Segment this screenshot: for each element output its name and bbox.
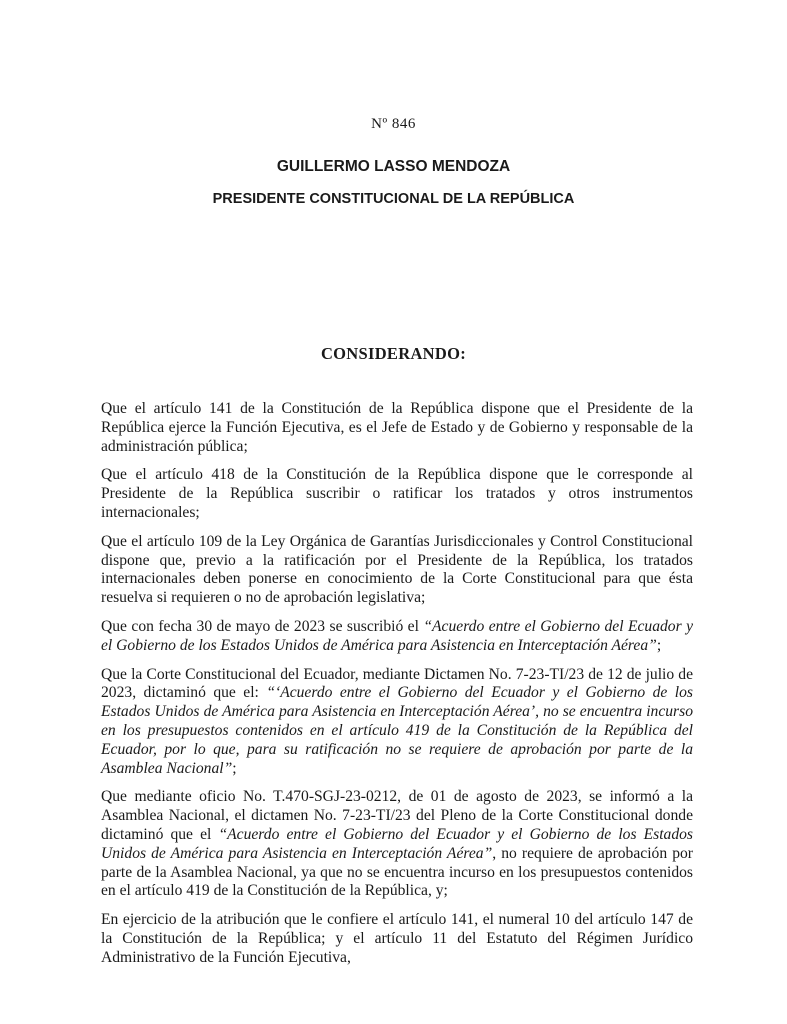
paragraph-5-quote: “‘Acuerdo entre el Gobierno del Ecuador y el Gobierno de los Estados Unidos de América para Asistencia en Interceptación Aérea’, no se encuentra incurso en los presupuestos contenidos en el artículo 419 de la Constitución de la República del Ecuador, por lo que, para su ratificación no se requiere de aprobación por parte de la Asamblea Nacional”: [101, 684, 693, 777]
decree-number: Nº 846: [371, 116, 416, 132]
paragraph-2: Que el artículo 418 de la Constitución de la República dispone que le corresponde al Presidente de la República suscribir o ratificar los tratados y otros instrumentos internacionales;: [101, 466, 693, 521]
paragraph-4-text: Que con fecha 30 de mayo de 2023 se suscribió el: [101, 617, 424, 635]
paragraph-3: Que el artículo 109 de la Ley Orgánica de Garantías Jurisdiccionales y Control Constitucional dispone que, previo a la ratificación por el Presidente de la República, los tratados internacionales deben ponerse en conocimiento de la Corte Constitucional para que ésta resuelva si requieren o no de aprobación legislativa;: [101, 532, 693, 607]
president-name: GUILLERMO LASSO MENDOZA: [276, 158, 511, 175]
paragraph-4-end: ;: [656, 636, 662, 654]
paragraph-5: [101, 666, 693, 779]
paragraph-6: [101, 788, 693, 901]
paragraph-1: Que el artículo 141 de la Constitución de la República dispone que el Presidente de la República ejerce la Función Ejecutiva, es el Jefe de Estado y de Gobierno y responsable de la administración pública;: [101, 400, 693, 455]
paragraph-6-end: , no requiere de aprobación por parte de la Asamblea Nacional, ya que no se encuentra incurso en los presupuestos contenidos en el artículo 419 de la Constitución de la República, y;: [101, 844, 693, 900]
document-body: [101, 400, 693, 978]
paragraph-6-text: Que mediante oficio No. T.470-SGJ-23-0212, de 01 de agosto de 2023, se informó a la Asamblea Nacional, el dictamen No. 7-23-TI/23 del Pleno de la Corte Constitucional donde dictaminó que el: [101, 788, 693, 843]
paragraph-7: En ejercicio de la atribución que le confiere el artículo 141, el numeral 10 del artículo 147 de la Constitución de la República; y el artículo 11 del Estatuto del Régimen Jurídico Administrativo de la Función Ejecutiva,: [101, 911, 693, 966]
paragraph-5-end: ;: [232, 759, 237, 777]
paragraph-5-text: Que la Corte Constitucional del Ecuador, mediante Dictamen No. 7-23-TI/23 de 12 de julio de 2023, dictaminó que el:: [101, 665, 693, 702]
paragraph-4-agreement-title: “Acuerdo entre el Gobierno del Ecuador y el Gobierno de los Estados Unidos de América para Asistencia en Interceptación Aérea”: [101, 617, 693, 654]
considerando-heading: CONSIDERANDO:: [320, 344, 467, 363]
paragraph-6-agreement-title: “Acuerdo entre el Gobierno del Ecuador y el Gobierno de los Estados Unidos de América para Asistencia en Interceptación Aérea”: [101, 825, 694, 862]
paragraph-4: [101, 618, 693, 656]
president-title: PRESIDENTE CONSTITUCIONAL DE LA REPÚBLICA: [212, 191, 575, 207]
